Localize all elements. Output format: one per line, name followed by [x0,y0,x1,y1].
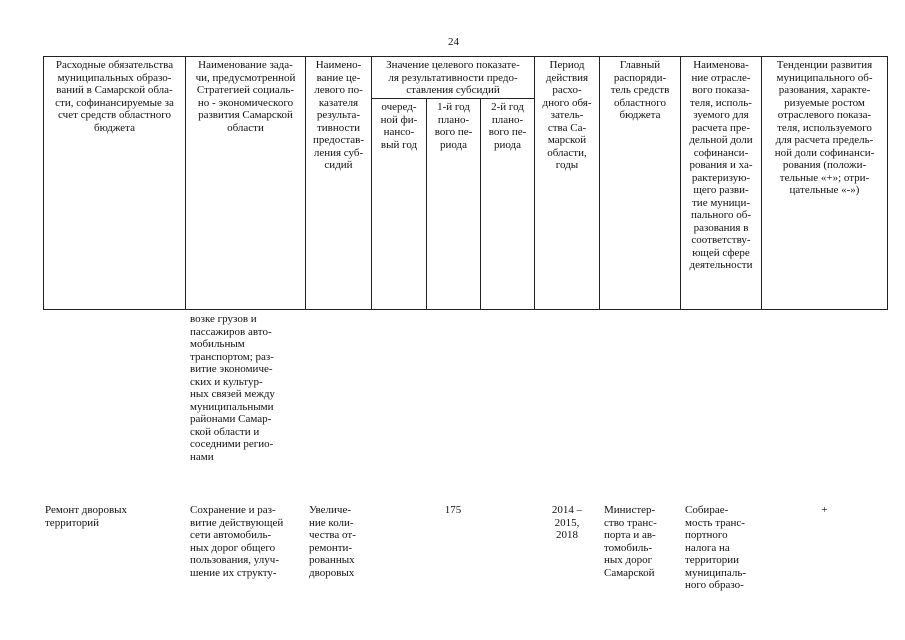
header-planning-year-1: 1-й год плано- вого пе- риода [434,101,473,151]
header-period: Период действия расхо- дного обя- затель- ства Са- марской области, годы [542,59,592,171]
header-task-name: Наименование зада- чи, предусмотренной Стратегией социаль- но - экономического развития Самарской области [195,59,296,134]
row-indicator: Увеличе- ние коли- чества от- ремонти- рованных дворовых [309,504,356,579]
header-planning-year-2: 2-й год плано- вого пе- риода [488,101,527,151]
page-number: 24 [448,36,459,48]
row-period: 2014 – 2015, 2018 [551,504,583,541]
header-indicator-name: Наимено- вание це- левого по- казателя результа- тивности предостав- ления суб- сидий [312,59,365,171]
group-divider [371,98,534,99]
header-development-trends: Тенденции развития муниципального об- разования, характе- ризуемые ростом отраслевого показа- теля, используемого для расчета предель- ной доли софинанси- рования (положи- тельные «+»; отри- цательные «-») [774,59,875,196]
table-right-border [887,56,888,310]
row-expense-obligation: Ремонт дворовых территорий [45,504,128,529]
header-expense-obligations: Расходные обязательства муниципальных образо- ваний в Самарской обла- сти, софинансируемые за счет средств областного бюджета [55,59,174,134]
header-budget-manager: Главный распоряди- тель средств областного бюджета [610,59,670,121]
row-task: Сохранение и раз- витие действующей сети автомобиль- ных дорог общего пользования, улуч- шение их структу- [190,504,284,579]
row-trend: + [821,504,828,516]
row-budget-manager: Министер- ство транс- порта и ав- томобиль- ных дорог Самарской [604,504,657,579]
header-current-year: очеред- ной фи- нансо- вый год [380,101,418,151]
continuation-text: возке грузов и пассажиров авто- мобильным транспортом; раз- витие экономиче- ских и культур- ных связей между муниципальными районами Самар- ской области и соседними регио- нами [190,313,275,463]
row-target-value: 175 [444,504,462,516]
header-target-value-group: Значение целевого показате- ля результативности предо- ставления субсидий [386,59,520,96]
row-sector-indicator: Собирае- мость транс- портного налога на территории муниципаль- ного образо- [685,504,747,591]
header-sector-indicator: Наименова- ние отрасле- вого показа- теля, исполь- зуемого для расчета пре- дельной доли софинанси- рования и ха- рактеризую- щего разви- тие муници- пального об- разования в соответству- ющей сфере деятельности [689,59,753,271]
